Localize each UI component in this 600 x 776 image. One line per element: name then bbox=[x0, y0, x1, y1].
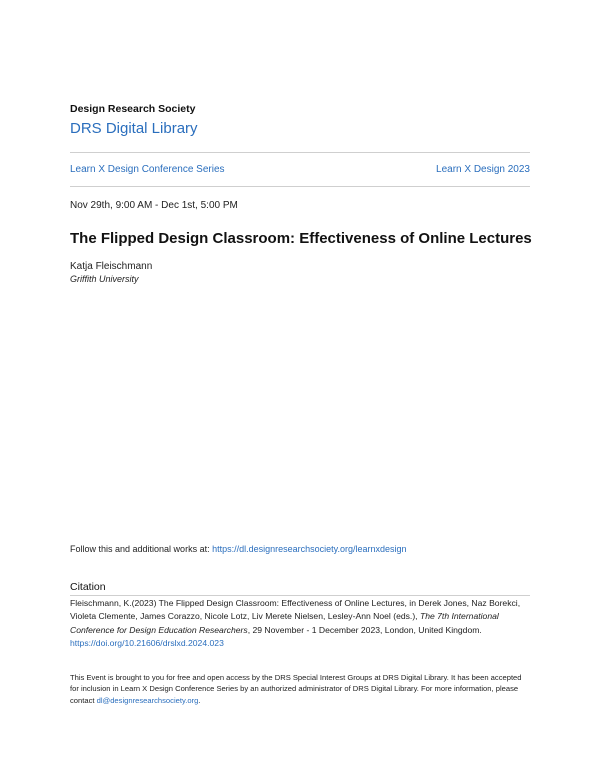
citation-text bbox=[70, 597, 530, 651]
follow-text: Follow this and additional works at: bbox=[70, 544, 213, 554]
citation-part1: Fleischmann, K.(2023) The Flipped Design Classroom: Effectiveness of Online Lectures, in Derek Jones, Naz Borekci, Violeta Clemente, James Corazzo, Nicole Lotz, Liv Merete Nielsen, Lesley-Ann Noel (eds.), bbox=[70, 598, 521, 622]
citation-part2: , 29 November - 1 December 2023, London, United Kingdom. bbox=[247, 624, 482, 635]
event-date: Nov 29th, 9:00 AM - Dec 1st, 5:00 PM bbox=[70, 200, 238, 211]
notice-end: . bbox=[198, 695, 201, 705]
author-name: Katja Fleischmann bbox=[70, 261, 153, 272]
citation-divider bbox=[70, 595, 530, 596]
follow-url-link[interactable]: https://dl.designresearchsociety.org/learnxdesign bbox=[212, 544, 407, 554]
contact-email-link[interactable]: dl@designresearchsociety.org bbox=[96, 695, 199, 705]
notice-text: This Event is brought to you for free and open access by the DRS Special Interest Groups at DRS Digital Library. It has been accepted for inclusion in Learn X Design Conference Series by an authorized administrator of DRS Digital Library. For more information, please contact bbox=[70, 673, 522, 705]
society-name: Design Research Society bbox=[70, 103, 196, 115]
header-divider bbox=[70, 186, 530, 187]
access-notice bbox=[70, 672, 530, 706]
citation-heading: Citation bbox=[70, 581, 106, 593]
doi-link[interactable]: https://doi.org/10.21606/drslxd.2024.023 bbox=[70, 638, 224, 649]
series-link[interactable]: Learn X Design Conference Series bbox=[70, 164, 225, 175]
author-affiliation: Griffith University bbox=[70, 274, 139, 284]
event-link[interactable]: Learn X Design 2023 bbox=[436, 164, 530, 175]
library-link[interactable]: DRS Digital Library bbox=[70, 120, 198, 137]
citation-conference: The 7th International Conference for Design Education Researchers bbox=[70, 611, 499, 635]
follow-line bbox=[70, 544, 407, 554]
paper-title: The Flipped Design Classroom: Effectiveness of Online Lectures bbox=[70, 230, 532, 247]
top-divider bbox=[70, 152, 530, 153]
